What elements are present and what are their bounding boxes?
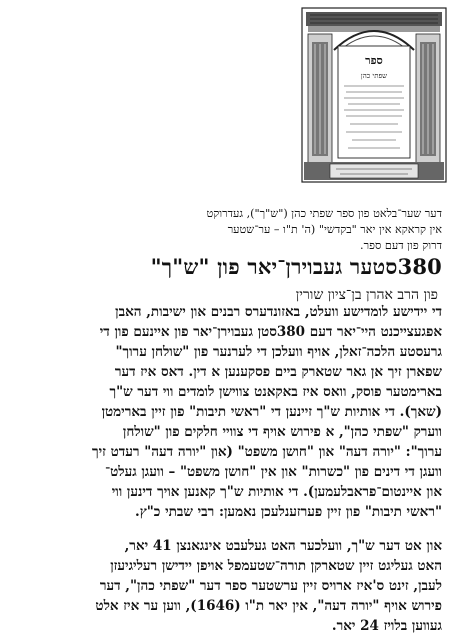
body-line: (שאך). די אותיות ש"ך זיינען די "ראשי תיבות" פון זיין בארימטן [101,404,442,420]
body-line: גרעסטע הלכה־זאלן, אויף וועלכן די לערנער פון "שולחן ערוך" [115,344,442,360]
paragraph-gap [4,522,442,536]
body-line: און איינטום־פראבלעמען). די אותיות ש"ך קאנען אויך דינען ווי [111,484,442,500]
caption-line: דרוק פון דעם ספר. [360,239,442,252]
article-title: 380סטער געבוירן־יאר פון "ש"ך" [150,254,442,279]
article-body [4,302,442,636]
body-line: ערוך": "יורה דעה" און "חושן משפט" (און "יורה דעה" רעדט זיך [91,444,442,460]
body-line: אפגעצייכנט היי־יאר דעם 380סטן געבוירן־יאר פון איינעם פון די [99,324,442,340]
article-byline: פון הרב אהרן בן־ציון שורין [295,287,438,303]
body-line: לעבן, זינט ס'איז ארויס זיין ערשטער ספר דער "שפתי כהן", דער [99,578,442,594]
title-page-subtitle: שפתי כהן [360,72,388,80]
title-page-title: ספר [365,54,383,67]
image-caption [22,206,442,254]
body-line: שפארן זיך אן גאר שטארק ביים פסקענען א דין. דאס איז דער [114,364,442,380]
title-page-engraving-drawing [300,6,448,184]
caption-line: אין קראקא אין יאר "בקדשי" (ה' ת"ו – ער־שטער [227,223,442,236]
body-line: וועגן די דינים פון "כשרות" און אין "חושן משפט" – וועגן געלט־ [104,464,442,480]
title-page-engraving [300,6,448,184]
body-line: פירוש אויף "יורה דעה", אין יאר ת"ו (1646), ווען ער איז אלט [95,598,442,614]
body-line: "ראשי תיבות" פון זיין פערזענלעכן נאמען: רבי שבתי כ"ץ. [135,504,442,520]
body-line: געווען בלויז 24 יאר. [331,618,442,634]
body-line: ווערק "שפתי כהן", א פירוש אויף די צוויי חלקים פון "שולחן [122,424,442,440]
body-line: און אט דער ש"ך, וועלכער האט געלעבט אינגאנצן 41 יאר, [124,538,442,554]
body-line: די יידישע לומדישע וועלט, באזונדערס רבנים און ישיבות, האבן [115,304,442,320]
body-line: האט געליגט זיין שטארקן תורה־שטעמפל אויפן יידישן רעליגיעזן [110,558,442,574]
body-line: בארימטער פוסק, וואס איז באקאנט צווישן לומדים ווי דער ש"ך [109,384,442,400]
caption-line: דער שער־בלאט פון ספר שפתי כהן ("ש"ך"), געדרוקט [206,207,442,220]
